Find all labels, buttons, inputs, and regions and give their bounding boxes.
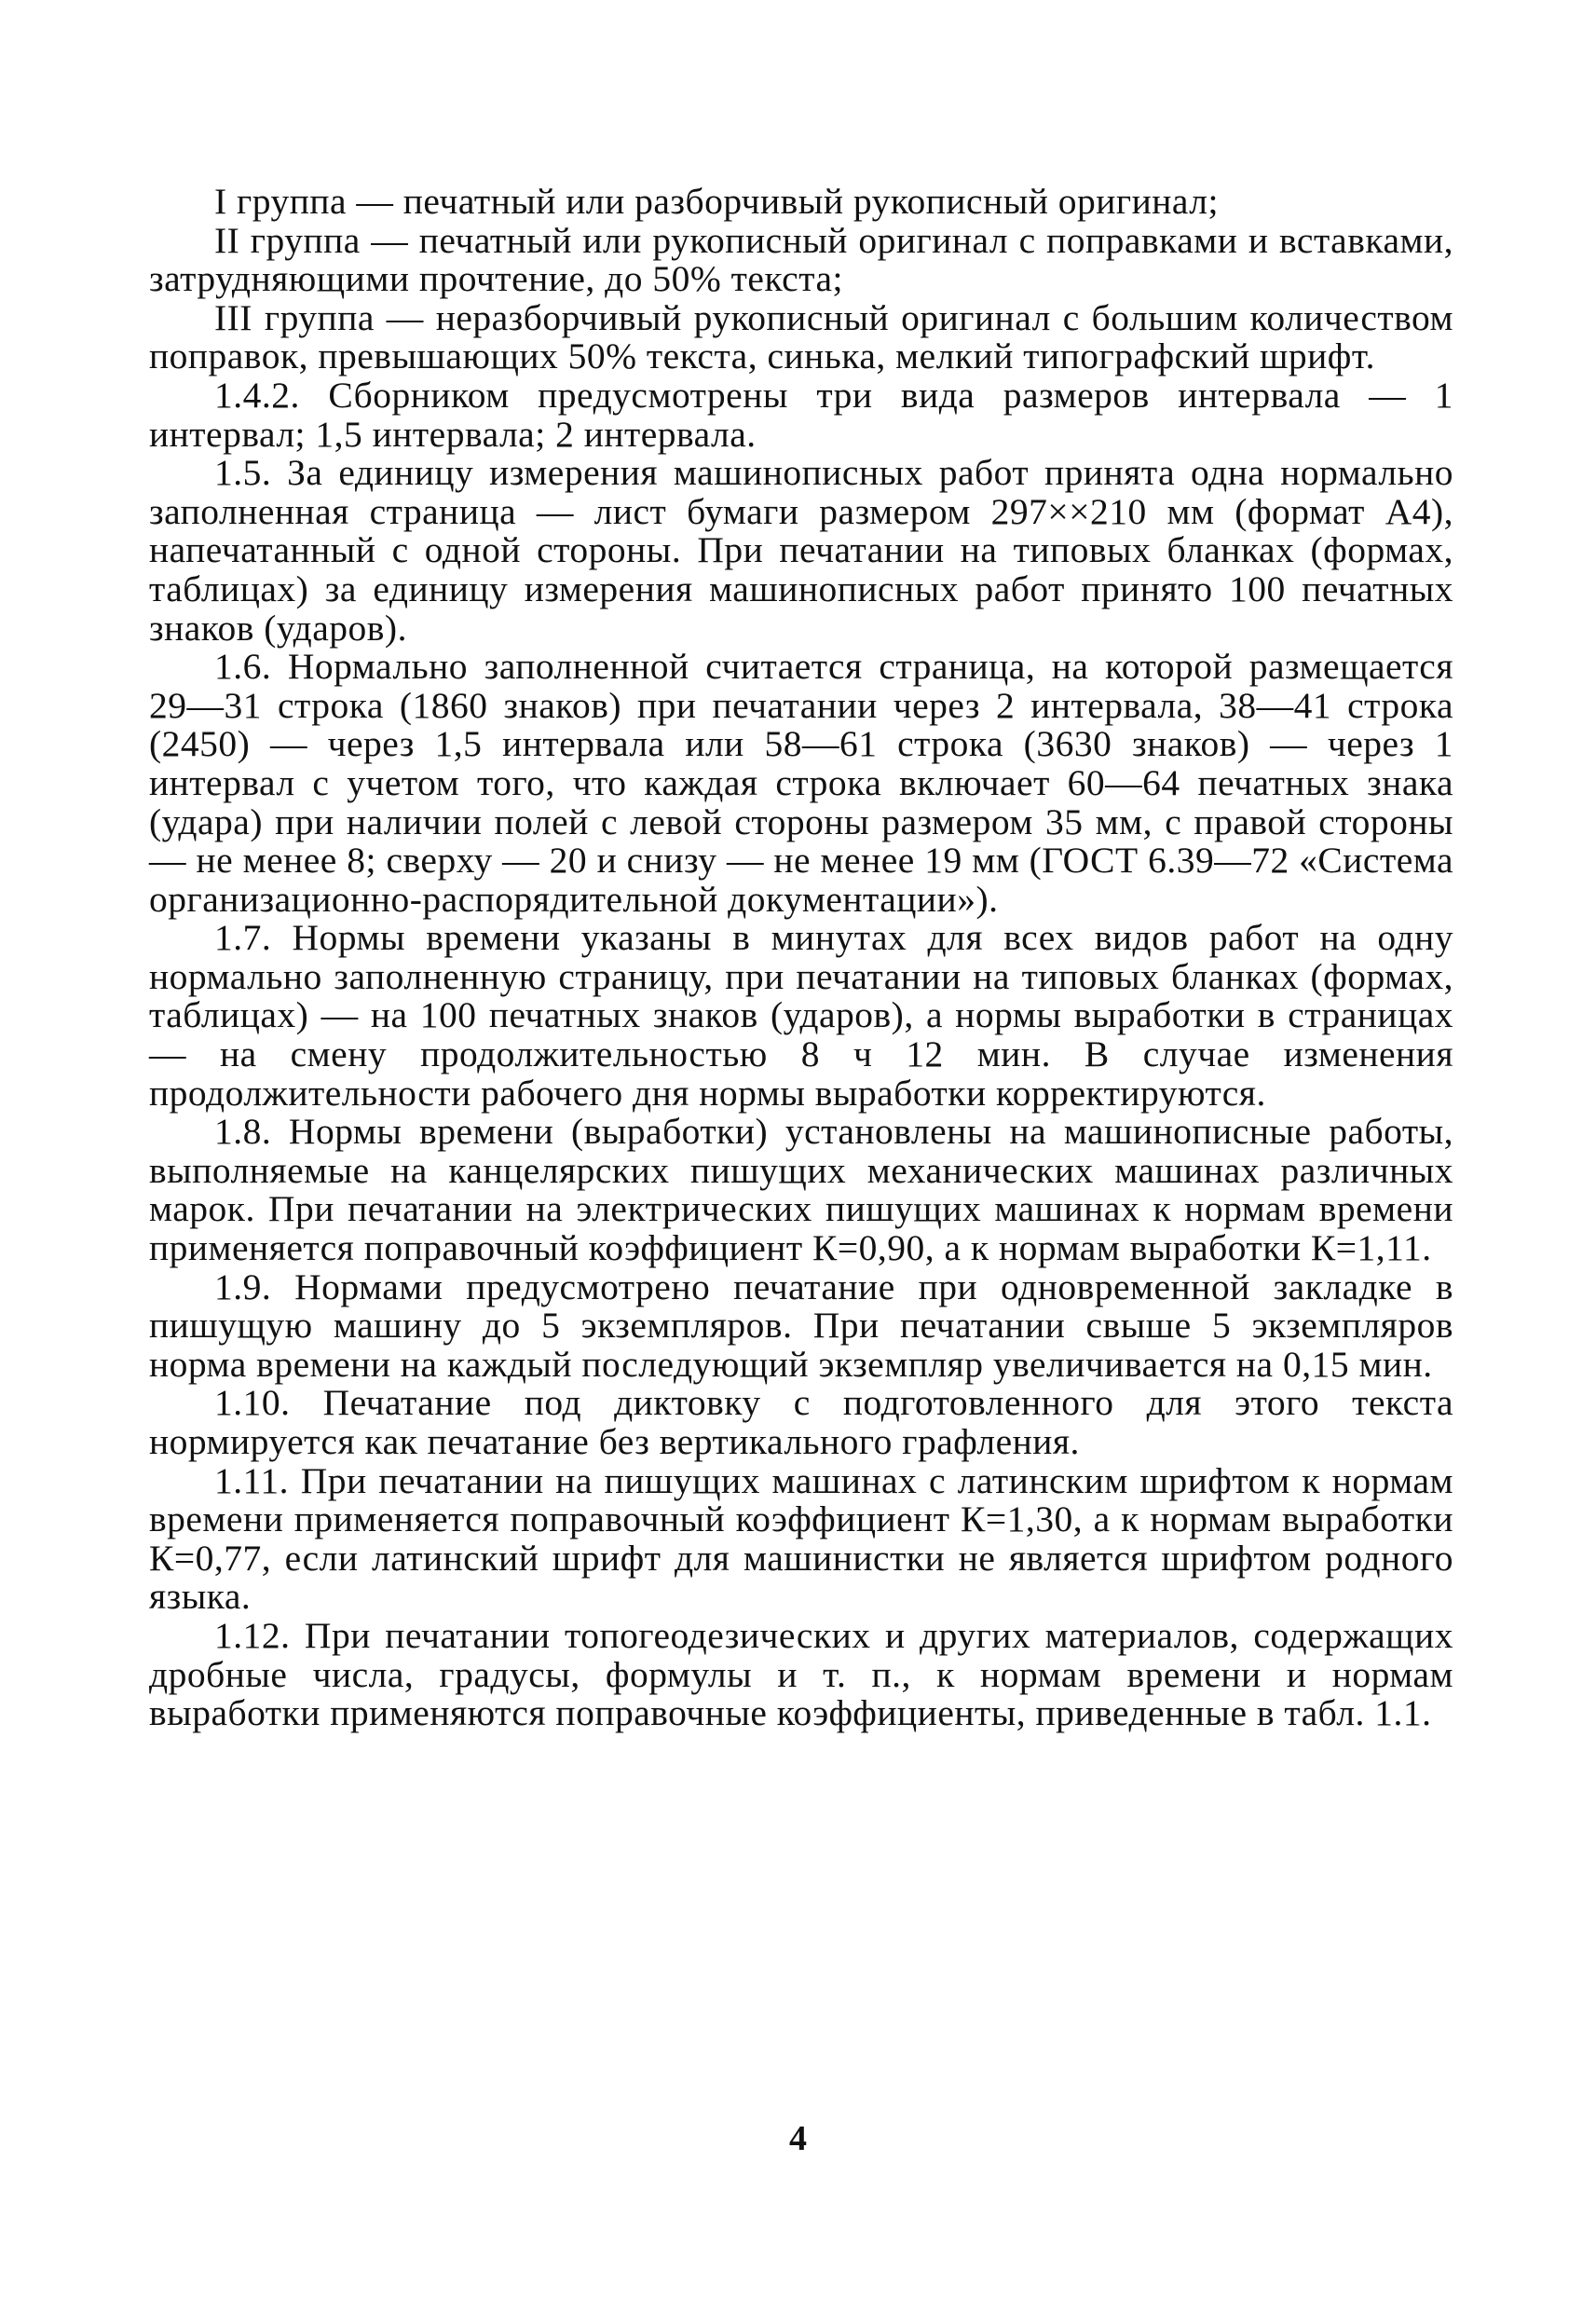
paragraph-1-5: 1.5. За единицу измерения машинописных работ принята одна нормально заполненная страница — лист бумаги размером 297××210 мм (формат А4), напечатанный с одной стороны. При печатании на типовых бланках (формах, таблицах) за единицу измерения машинописных работ принято 100 печатных знаков (ударов). — [149, 452, 1453, 649]
paragraph-1-9: 1.9. Нормами предусмотрено печатание при одновременной закладке в пишущую машину до 5 экземпляров. При печатании свыше 5 экземпляров норма времени на каждый последующий экземпляр увеличивается на 0,15 мин. — [149, 1265, 1453, 1385]
paragraph-1-10: 1.10. Печатание под диктовку с подготовленного для этого текста нормируется как печатание без вертикального графления. — [149, 1382, 1453, 1462]
paragraph-1-7: 1.7. Нормы времени указаны в минутах для всех видов работ на одну нормально заполненную страницу, при печатании на типовых бланках (формах, таблицах) — на 100 печатных знаков (ударов), а нормы выработки в страницах — на смену продолжительностью 8 ч 12 мин. В случае изменения продолжительности рабочего дня нормы выработки корректируются. — [149, 917, 1453, 1114]
document-body — [149, 183, 1453, 1733]
paragraph-group-3: III группа — неразборчивый рукописный оригинал с большим количеством поправок, превышающих 50% текста, синька, мелкий типографский шрифт. — [149, 296, 1453, 377]
paragraph-group-1: I группа — печатный или разборчивый рукописный оригинал; — [214, 181, 1219, 222]
page-number: 4 — [789, 2119, 807, 2158]
paragraph-1-8: 1.8. Нормы времени (выработки) установлены на машинописные работы, выполняемые на канцелярских пишущих механических машинах различных марок. При печатании на электрических пишущих машинах к нормам времени применяется поправочный коэффициент К=0,90, а к нормам выработки К=1,11. — [149, 1111, 1453, 1269]
paragraph-1-11: 1.11. При печатании на пишущих машинах с латинским шрифтом к нормам времени применяется поправочный коэффициент К=1,30, а к нормам выработки К=0,77, если латинский шрифт для машинистки не является шрифтом родного языка. — [149, 1459, 1453, 1618]
paragraph-1-12: 1.12. При печатании топогеодезических и других материалов, содержащих дробные числа, градусы, формулы и т. п., к нормам времени и нормам выработки применяются поправочные коэффициенты, приведенные в табл. 1.1. — [149, 1614, 1453, 1734]
paragraph-1-4-2: 1.4.2. Сборником предусмотрены три вида размеров интервала — 1 интервал; 1,5 интервала; 2 интервала. — [149, 374, 1453, 455]
paragraph-1-6: 1.6. Нормально заполненной считается страница, на которой размещается 29—31 строка (1860 знаков) при печатании через 2 интервала, 38—41 строка (2450) — через 1,5 интервала или 58—61 строка (3630 знаков) — через 1 интервал с учетом того, что каждая строка включает 60—64 печатных знака (удара) при наличии полей с левой стороны размером 35 мм, с правой стороны — не менее 8; сверху — 20 и снизу — не менее 19 мм (ГОСТ 6.39—72 «Система организационно-распорядительной документации»). — [149, 646, 1453, 920]
paragraph-group-2: II группа — печатный или рукописный оригинал с поправками и вставками, затрудняющими прочтение, до 50% текста; — [149, 219, 1453, 300]
